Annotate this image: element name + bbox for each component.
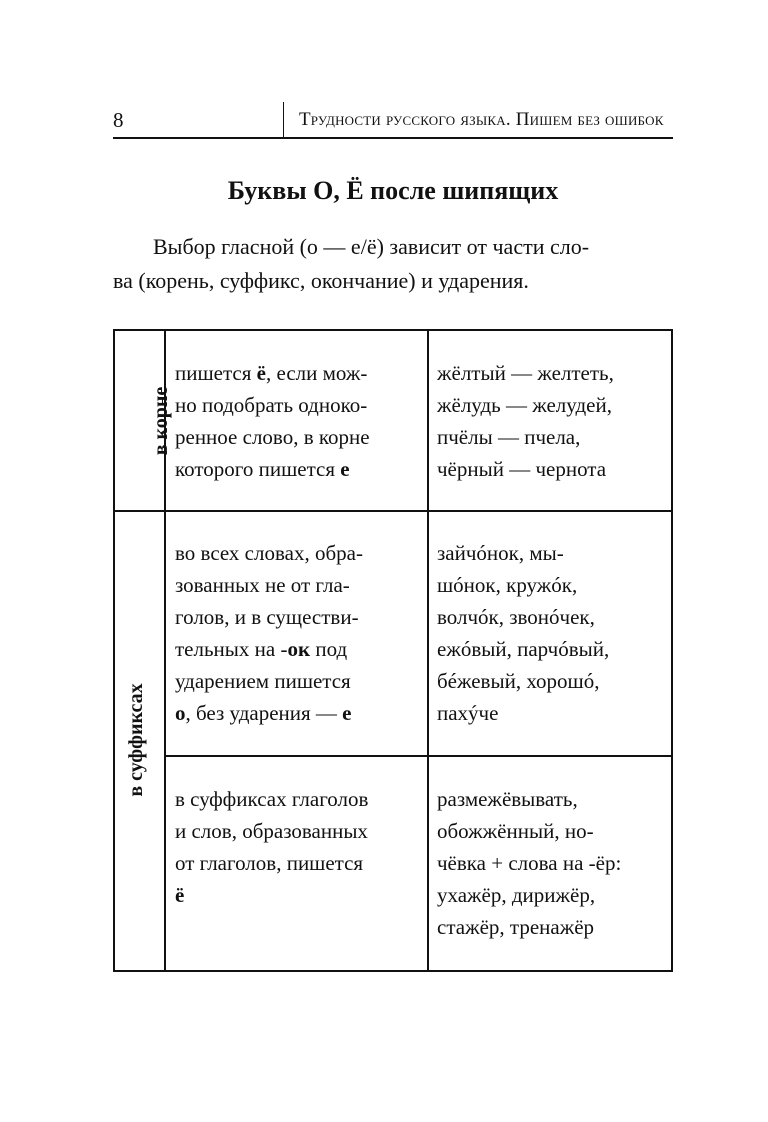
intro-line: ва (корень, суффикс, окончание) и ударения. bbox=[113, 268, 529, 293]
page-header bbox=[113, 102, 673, 138]
table-divider bbox=[166, 755, 671, 757]
section-title: Буквы О, Ё после шипящих bbox=[227, 176, 559, 205]
table-divider bbox=[427, 331, 429, 970]
examples-cell-root: жёлтый — желтеть, жёлудь — желудей, пчёлы — пчела, чёрный — чернота bbox=[437, 361, 614, 481]
intro-paragraph bbox=[113, 230, 673, 298]
header-rule bbox=[113, 137, 673, 139]
page-number: 8 bbox=[113, 108, 124, 132]
row-label-suffix: в суффиксах bbox=[125, 683, 147, 797]
intro-line: Выбор гласной (о — е/ё) зависит от части сло- bbox=[153, 234, 590, 259]
rule-cell-root: пишется ё, если мож- но подобрать однoко- ренное слово, в корне которого пишется е bbox=[175, 361, 370, 481]
examples-cell-suffix-nonverb: зайчóнок, мы- шóнок, кружóк, волчóк, звонóчек, ежóвый, парчóвый, бéжевый, хорошó, пахýче bbox=[437, 541, 610, 725]
examples-cell-suffix-verb: размежёвывать, обожжённый, но- чёвка + слова на -ёр: ухажёр, дирижёр, стажёр, тренажёр bbox=[437, 787, 622, 939]
header-divider bbox=[283, 102, 284, 138]
row-label-root: в корне bbox=[150, 386, 172, 456]
rules-table bbox=[113, 329, 673, 972]
running-title: Трудности русского языка. Пишем без ошибок bbox=[299, 109, 664, 130]
rule-cell-suffix-verb: в суффиксах глаголов и слов, образованных от глаголов, пишется ё bbox=[175, 787, 369, 907]
rule-cell-suffix-nonverb: во всех словах, обра- зованных не от гла- голов, и в существи- тельных на -ок под ударением пишется о, без ударения — е bbox=[175, 541, 363, 725]
table-divider bbox=[115, 510, 671, 512]
